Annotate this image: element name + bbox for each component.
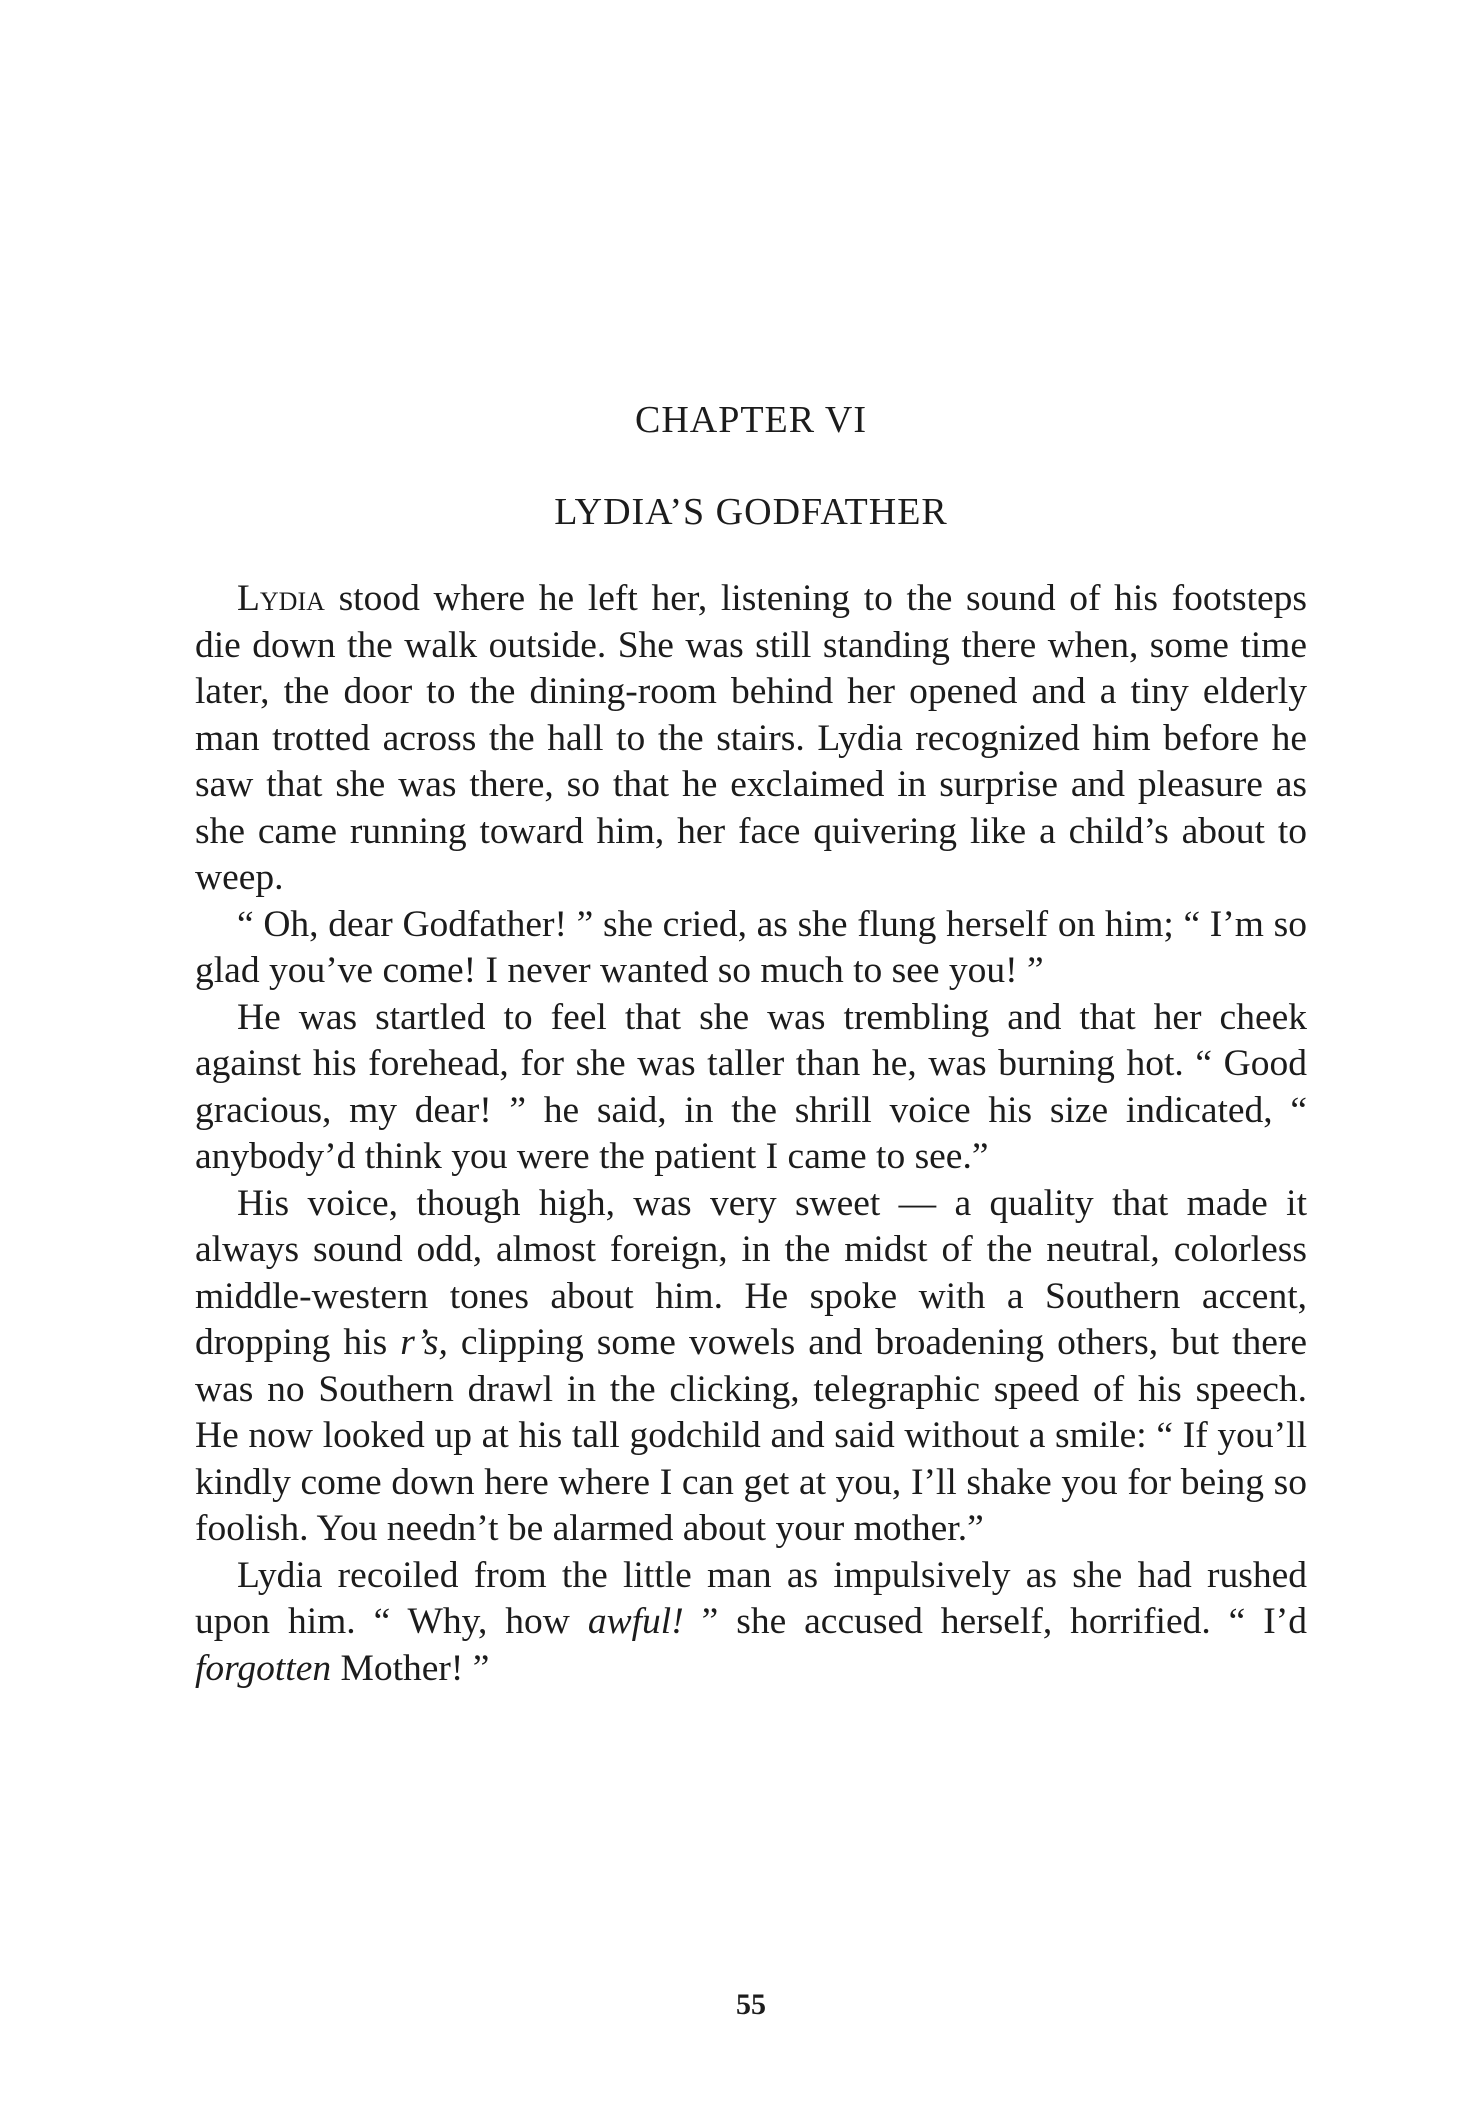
body-text (195, 576, 1307, 1692)
italic-text: forgotten (195, 1647, 332, 1689)
chapter-title: LYDIA’S GODFATHER (554, 491, 948, 533)
paragraph-lead-word: Lydia (237, 578, 325, 619)
paragraph-5 (195, 1553, 1307, 1693)
paragraph-4 (195, 1181, 1307, 1553)
paragraph-1 (195, 576, 1307, 902)
paragraph-3 (195, 995, 1307, 1181)
paragraph-2 (195, 902, 1307, 995)
paragraph-text: His voice, though high, was very sweet — a quality that made it always sound odd, almost foreign, in the midst of the neutral, colorless middle-western tones about him. He spoke with a Southern accent, dropping his (195, 1182, 1307, 1363)
paragraph-text: Lydia recoiled from the little man as impulsively as she had rushed upon him. “ Why, how (195, 1554, 1307, 1642)
paragraph-text: He was startled to feel that she was trembling and that her cheek against his forehead, for she was taller than he, was burning hot. “ Good gracious, my dear! ” he said, in the shrill voice his size indicated, “ anybody’d think you were the patient I came to see.” (195, 996, 1307, 1177)
paragraph-text: ” she accused herself, horrified. “ I’d (683, 1601, 1307, 1642)
paragraph-text: stood where he left her, listening to the sound of his footsteps die down the walk outside. She was still standing there when, some time later, the door to the dining-room behind her opened and a tiny elderly man trotted across the hall to the stairs. Lydia recognized him before he saw that she was there, so that he exclaimed in surprise and pleasure as she came running toward him, her face quivering like a child’s about to weep. (195, 578, 1307, 898)
book-page (195, 0, 1307, 2119)
paragraph-text: Mother! ” (331, 1647, 490, 1689)
page-number: 55 (736, 1988, 766, 2021)
italic-text: awful! (587, 1601, 684, 1642)
paragraph-text: clipping some vowels and broadening others, but there was no Southern drawl in the clicking, telegraphic speed of his speech. He now looked up at his tall godchild and said without a smile: “ If you’ll kindly come down here where I can get at you, I’ll shake you for being so foolish. You needn’t be alarmed about your mother.” (195, 1322, 1307, 1549)
paragraph-text: “ Oh, dear Godfather! ” she cried, as she flung herself on him; “ I’m so glad you’ve come! I never wanted so much to see you! ” (195, 903, 1307, 991)
chapter-number: CHAPTER VI (634, 399, 868, 441)
italic-text: r’s, (400, 1322, 448, 1363)
